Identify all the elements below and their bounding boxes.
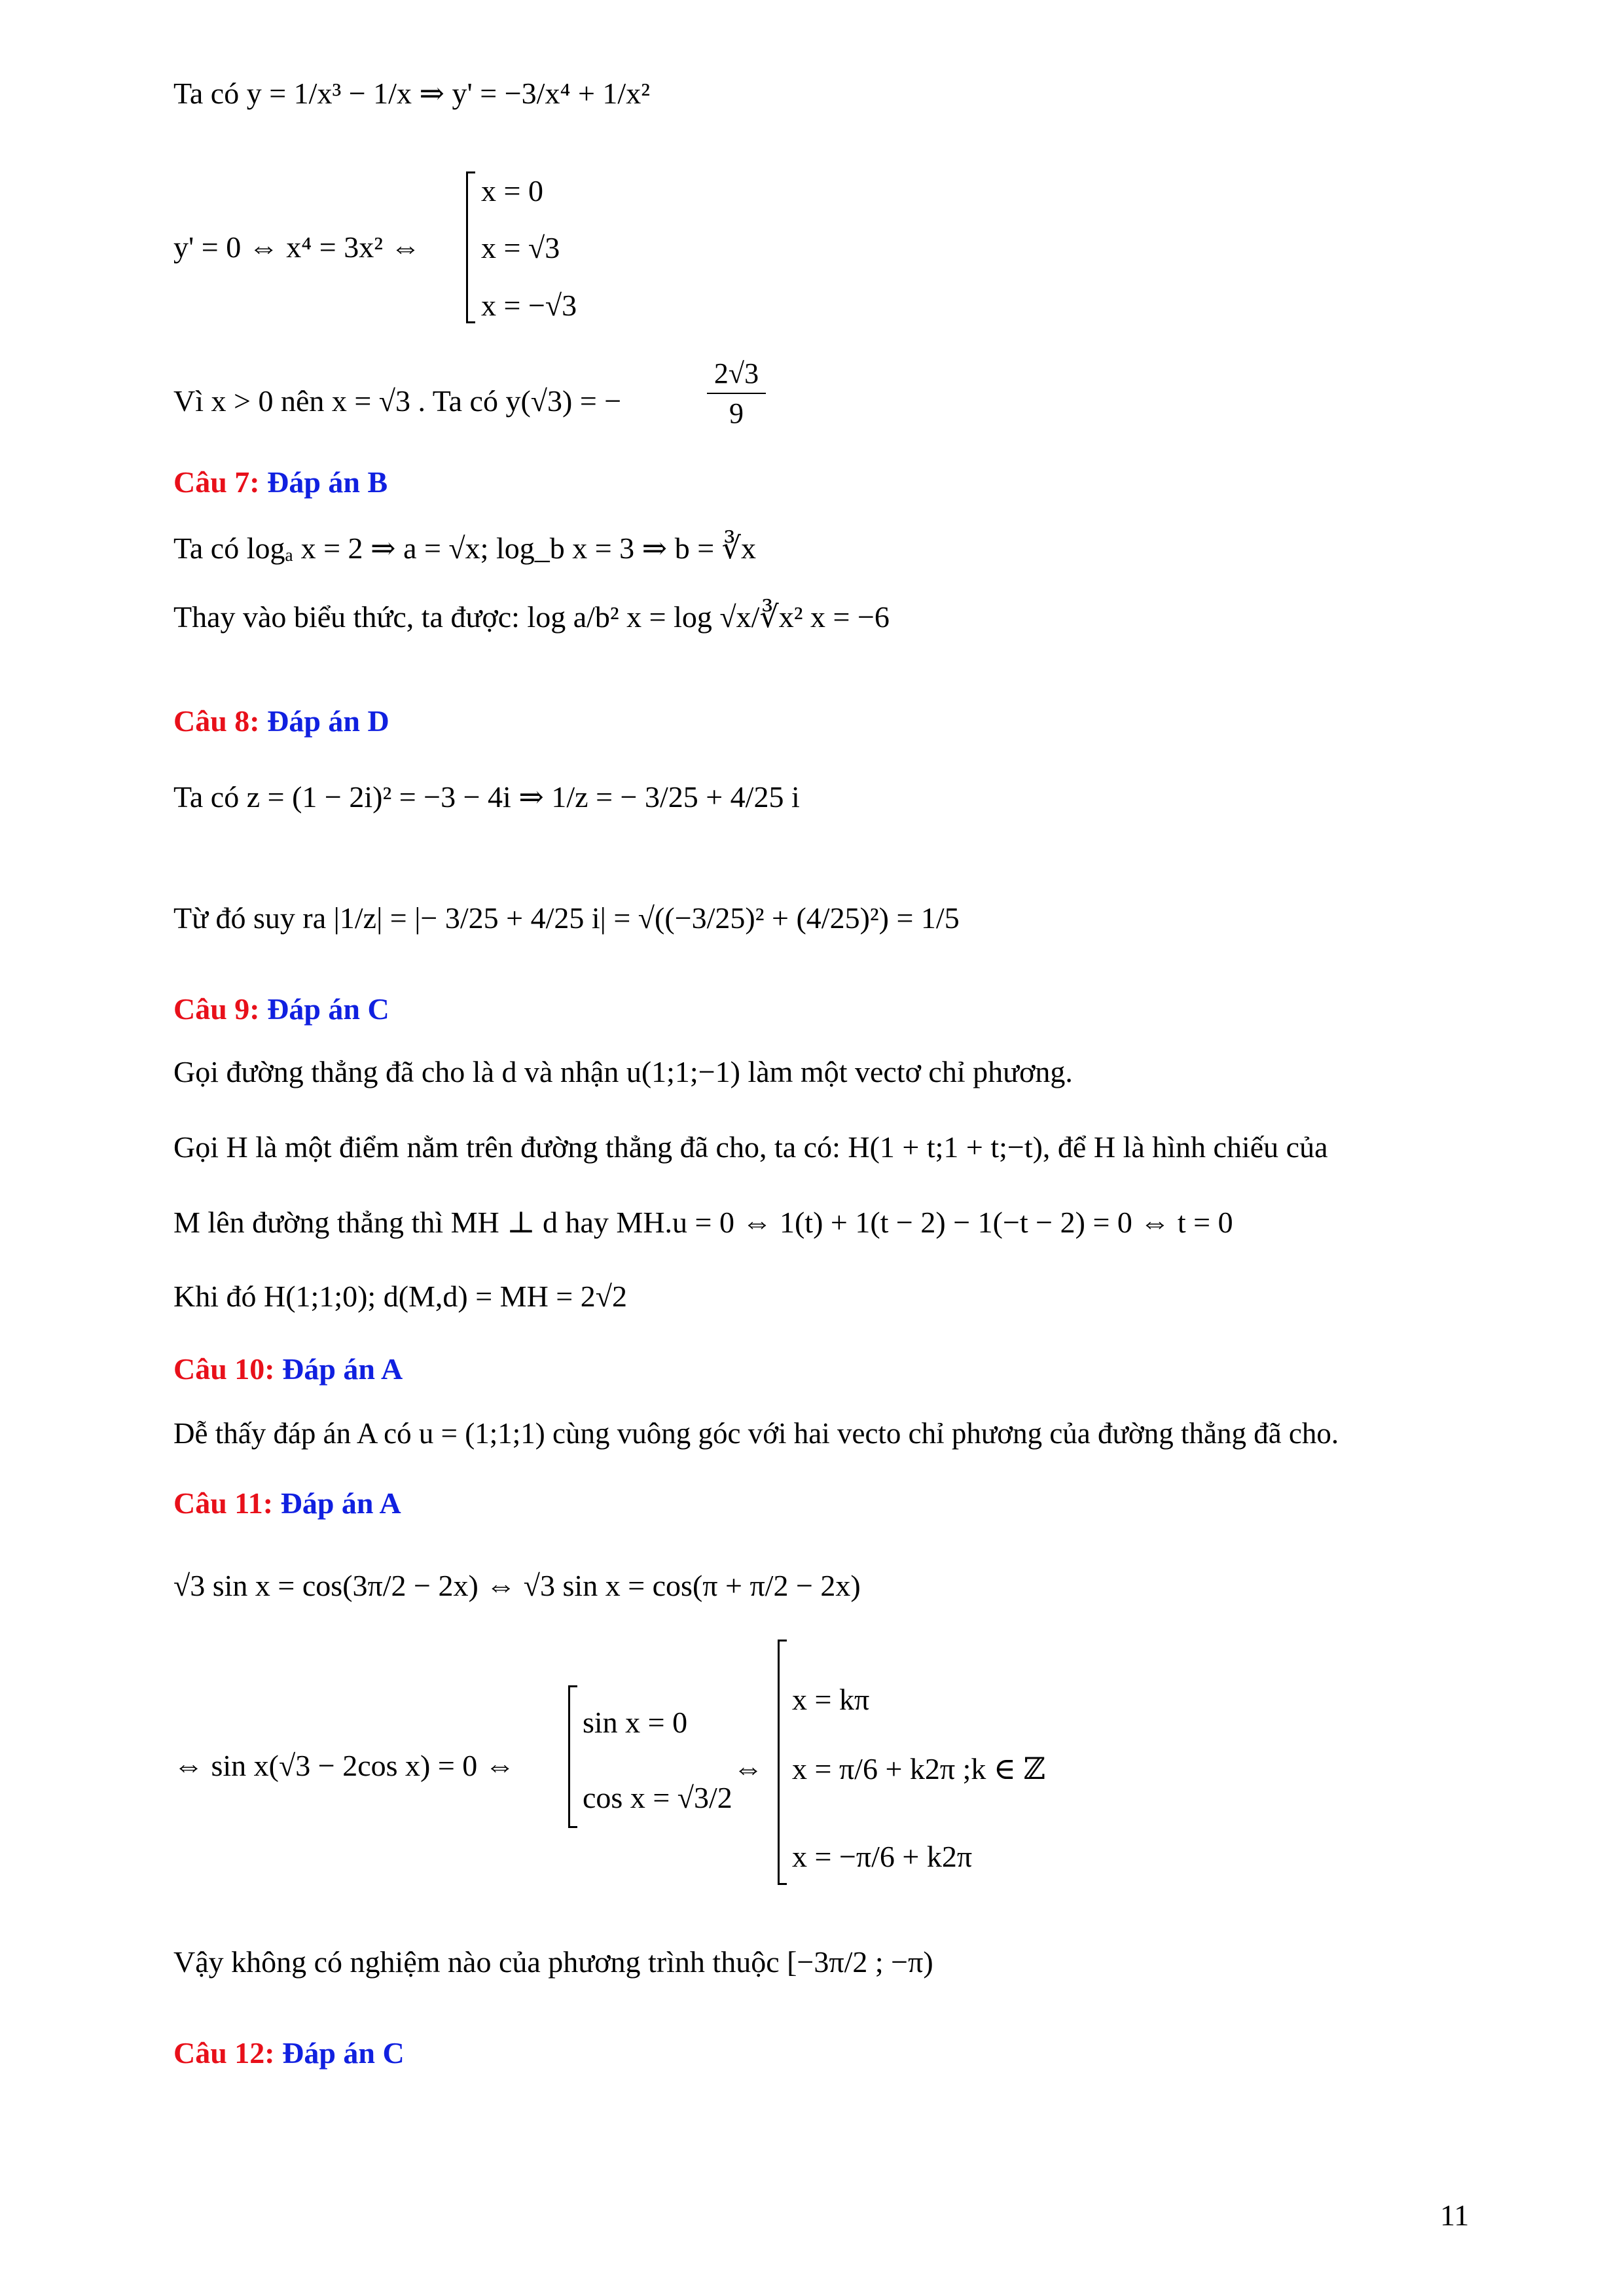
q11-line-2: ⇔ sin x(√3 − 2cos x) = 0 ⇔ [173,1749,515,1782]
q11-case2-3: x = −π/6 + k2π [792,1840,973,1873]
q9-line-2: Gọi H là một điểm nằm trên đường thẳng đã cho, ta có: H(1 + t;1 + t;−t), để H là hình chiếu của [173,1130,1328,1164]
q11-label: Câu 11: [173,1486,281,1520]
q9-label: Câu 9: [173,992,268,1026]
q11-case1-2: cos x = √3/2 [583,1781,732,1814]
q6-case-3: x = −√3 [481,289,577,322]
q8-answer: Đáp án D [267,704,389,738]
q9-line-1: Gọi đường thẳng đã cho là d và nhận u(1;1;−1) làm một vectơ chỉ phương. [173,1055,1073,1088]
q10-label: Câu 10: [173,1352,283,1386]
q11-line-3: Vậy không có nghiệm nào của phương trình thuộc [−3π/2 ; −π) [173,1945,933,1979]
q6-line-3: Vì x > 0 nên x = √3 . Ta có y(√3) = − [173,384,622,418]
q11-case2-1: x = kπ [792,1683,870,1716]
q7-line-2: Thay vào biểu thức, ta được: log a/b² x = log √x/∛x² x = −6 [173,600,890,634]
q9-heading [173,992,389,1026]
page-number: 11 [1440,2198,1470,2232]
q6-line-2: y' = 0 ⇔ x⁴ = 3x² ⇔ [173,230,421,264]
q7-answer: Đáp án B [267,465,388,499]
q8-label: Câu 8: [173,704,268,738]
q8-line-1: Ta có z = (1 − 2i)² = −3 − 4i ⇒ 1/z = − 3/25 + 4/25 i [173,780,800,814]
q8-line-2: Từ đó suy ra |1/z| = |− 3/25 + 4/25 i| = √((−3/25)² + (4/25)²) = 1/5 [173,901,960,935]
q6-case-2: x = √3 [481,231,560,264]
q11-heading [173,1486,401,1520]
q10-answer: Đáp án A [282,1352,403,1386]
q8-heading [173,704,389,738]
q6-case-bracket [466,171,468,323]
q11-case-bracket-2 [778,1640,780,1885]
q6-result-fraction [707,357,766,430]
q7-line-1: Ta có logₐ x = 2 ⇒ a = √x; log_b x = 3 ⇒ b = ∛x [173,531,756,565]
q6-case-1: x = 0 [481,174,543,207]
q6-line-1: Ta có y = 1/x³ − 1/x ⇒ y' = −3/x⁴ + 1/x² [173,77,651,110]
q10-heading [173,1352,403,1386]
q10-line-1: Dễ thấy đáp án A có u = (1;1;1) cùng vuông góc với hai vecto chỉ phương của đường thẳng đã cho. [173,1417,1339,1450]
q11-iff: ⇔ [733,1751,763,1785]
q6-result-numerator: 2√3 [713,357,759,389]
q9-line-3: M lên đường thẳng thì MH ⊥ d hay MH.u = 0 ⇔ 1(t) + 1(t − 2) − 1(−t − 2) = 0 ⇔ t = 0 [173,1206,1233,1239]
q7-heading [173,465,388,499]
q7-label: Câu 7: [173,465,268,499]
q12-answer: Đáp án C [282,2036,405,2070]
q11-line-1: √3 sin x = cos(3π/2 − 2x) ⇔ √3 sin x = cos(π + π/2 − 2x) [173,1569,861,1602]
q11-answer: Đáp án A [280,1486,401,1520]
q11-case1-1: sin x = 0 [583,1706,688,1739]
q12-label: Câu 12: [173,2036,283,2070]
q11-case2-2: x = π/6 + k2π ;k ∈ ℤ [792,1752,1046,1785]
q12-heading [173,2036,405,2070]
q9-answer: Đáp án C [267,992,389,1026]
q6-result-denominator: 9 [729,397,744,429]
q11-case-bracket-1 [568,1685,570,1828]
q9-line-4: Khi đó H(1;1;0); d(M,d) = MH = 2√2 [173,1280,627,1313]
